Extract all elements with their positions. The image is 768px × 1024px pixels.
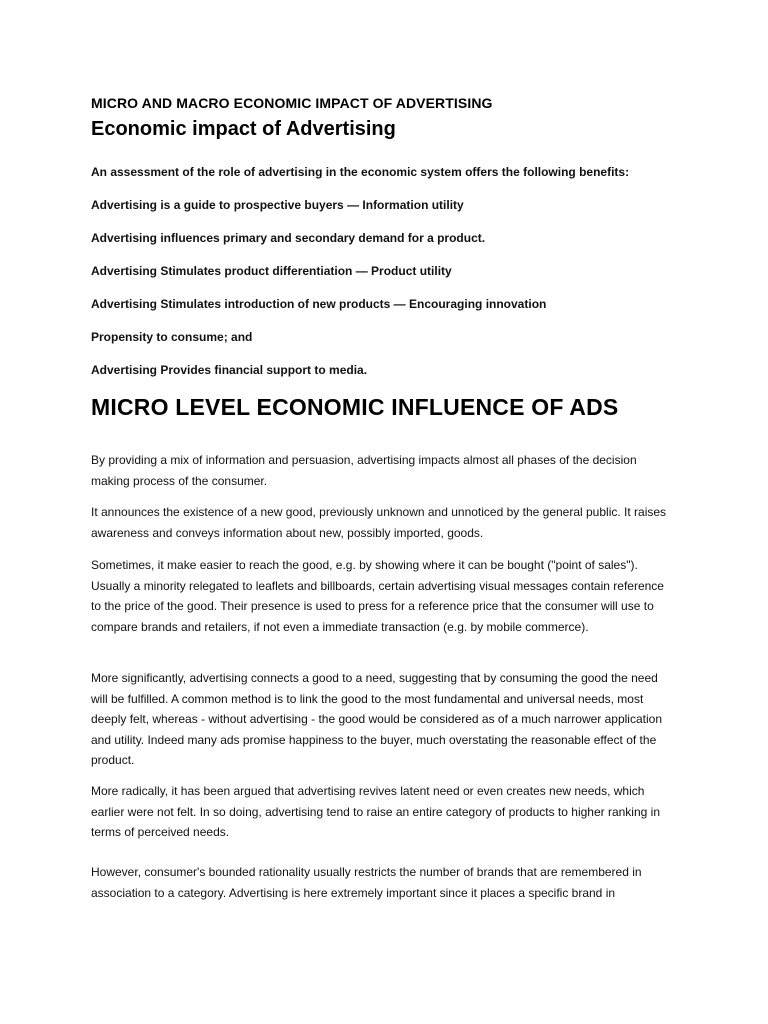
document-subtitle: Economic impact of Advertising xyxy=(91,118,396,140)
document-title: MICRO AND MACRO ECONOMIC IMPACT OF ADVERTISING xyxy=(91,95,493,111)
benefit-list xyxy=(91,197,546,395)
section-heading: MICRO LEVEL ECONOMIC INFLUENCE OF ADS xyxy=(91,394,619,420)
benefit-item: Advertising Provides financial support to media. xyxy=(91,363,368,377)
benefit-item: Propensity to consume; and xyxy=(91,330,253,344)
paragraph: Sometimes, it make easier to reach the good, e.g. by showing where it can be bought ("point of sales"). Usually a minority relegated to leaflets and billboards, certain advertising visual messages contain reference to the price of the good. Their presence is used to press for a reference price that the consumer will use to compare brands and retailers, if not even a immediate transaction (e.g. by mobile commerce). xyxy=(91,558,664,634)
paragraph: By providing a mix of information and persuasion, advertising impacts almost all phases of the decision making process of the consumer. xyxy=(91,453,637,488)
paragraph: More radically, it has been argued that advertising revives latent need or even creates new needs, which earlier were not felt. In so doing, advertising tend to raise an entire category of products to higher ranking in terms of perceived needs. xyxy=(91,784,660,839)
benefit-item: Advertising influences primary and secondary demand for a product. xyxy=(91,231,486,245)
benefit-item: Advertising is a guide to prospective buyers — Information utility xyxy=(91,198,464,212)
paragraph: More significantly, advertising connects a good to a need, suggesting that by consuming the good the need will be fulfilled. A common method is to link the good to the most fundamental and universal needs, most deeply felt, whereas - without advertising - the good would be considered as of a much narrower application and utility. Indeed many ads promise happiness to the buyer, much overstating the reasonable effect of the product. xyxy=(91,671,662,767)
benefit-item: Advertising Stimulates product differentiation — Product utility xyxy=(91,264,452,278)
paragraph: It announces the existence of a new good, previously unknown and unnoticed by the general public. It raises awareness and conveys information about new, possibly imported, goods. xyxy=(91,505,667,540)
paragraph: However, consumer's bounded rationality usually restricts the number of brands that are remembered in association to a category. Advertising is here extremely important since it places a specific brand in xyxy=(91,865,642,900)
intro-text: An assessment of the role of advertising in the economic system offers the following benefits: xyxy=(91,165,630,179)
benefit-item: Advertising Stimulates introduction of new products — Encouraging innovation xyxy=(91,297,547,311)
